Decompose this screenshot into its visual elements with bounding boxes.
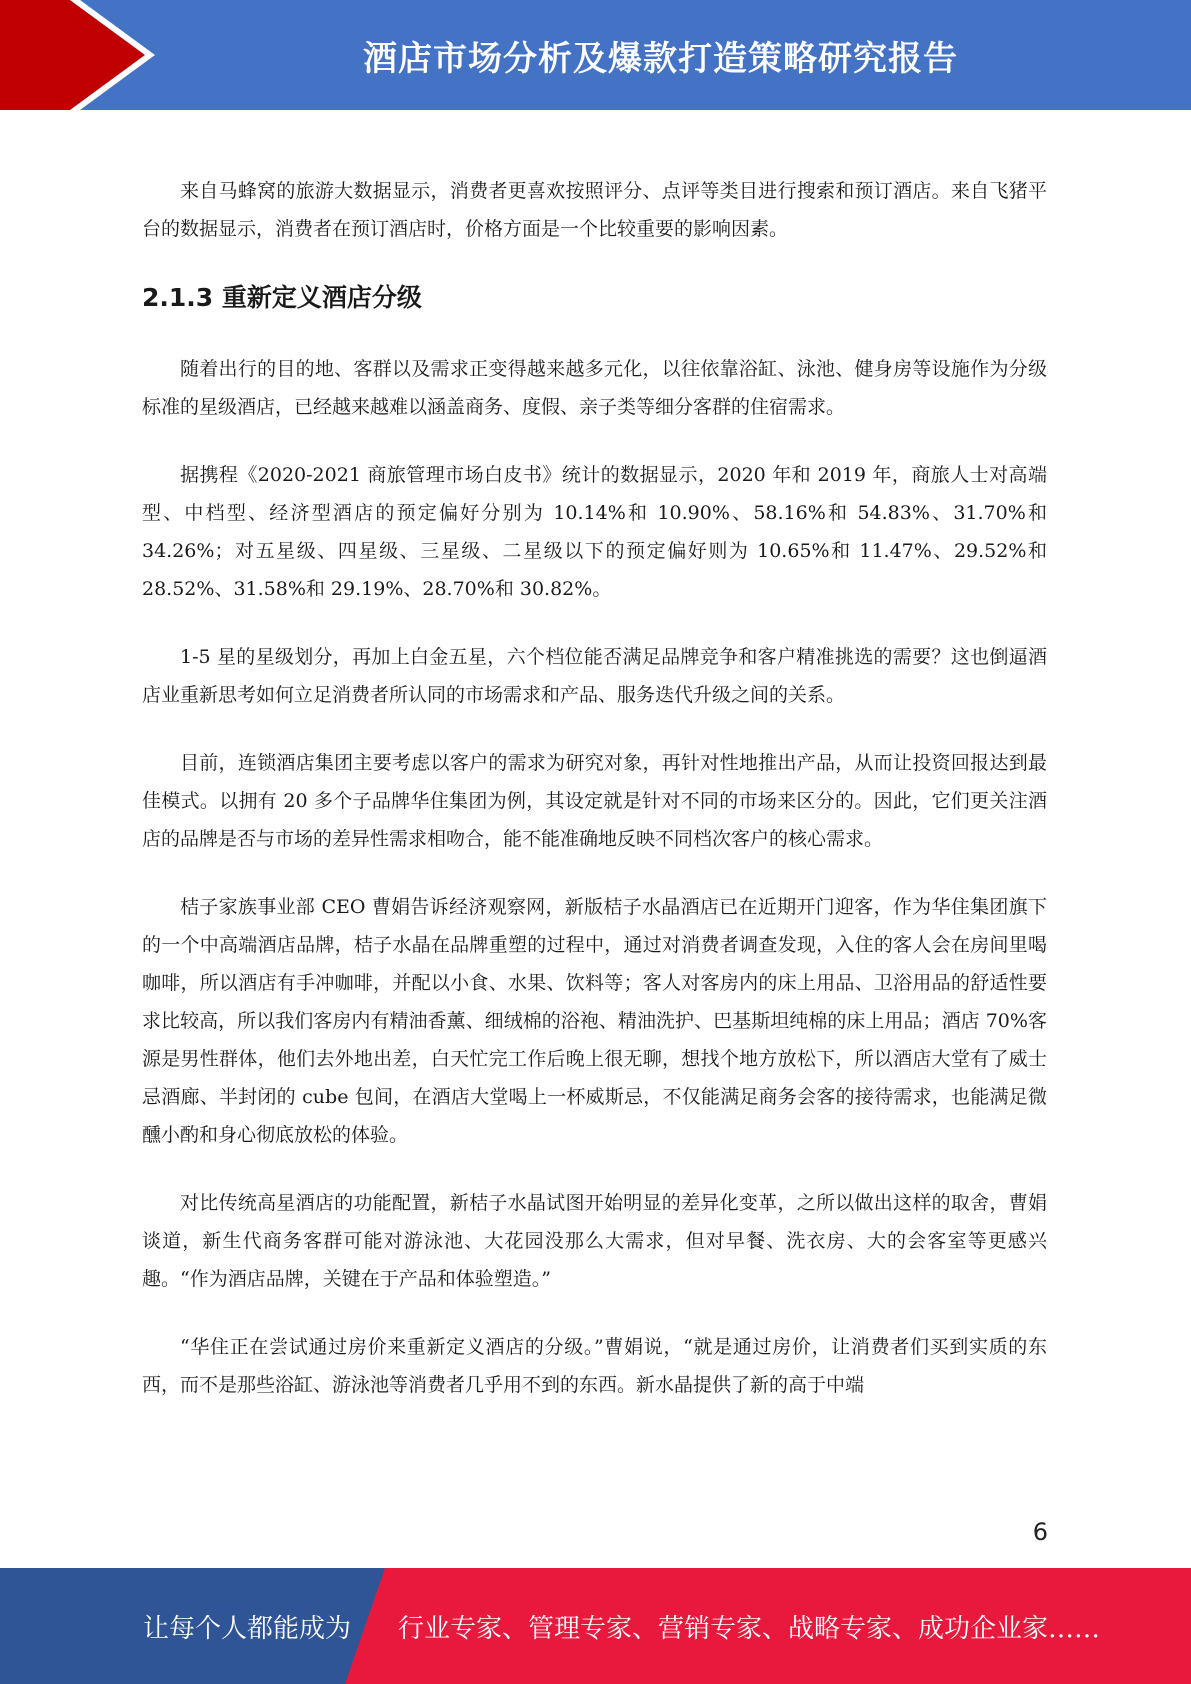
footer-slogan-right: 行业专家、管理专家、营销专家、战略专家、成功企业家…… — [398, 1613, 1101, 1644]
page-content — [142, 172, 1047, 1434]
page-number: 6 — [1032, 1518, 1048, 1546]
footer-band — [0, 1568, 1191, 1684]
footer-slogan-left: 让每个人都能成为 — [143, 1613, 352, 1644]
header-chevron-decoration — [0, 0, 160, 110]
document-title: 酒店市场分析及爆款打造策略研究报告 — [363, 38, 958, 79]
paragraph-2: 随着出行的目的地、客群以及需求正变得越来越多元化，以往依靠浴缸、泳池、健身房等设施作为分级标准的星级酒店，已经越来越难以涵盖商务、度假、亲子类等细分客群的住宿需求。 — [142, 358, 1047, 418]
paragraph-3: 据携程《2020-2021 商旅管理市场白皮书》统计的数据显示，2020 年和 2019 年，商旅人士对高端型、中档型、经济型酒店的预定偏好分别为 10.14%和 10.90%、58.16%和 54.83%、31.70%和 34.26%；对五星级、四星级、三星级、二星级以下的预定偏好则为 10.65%和 11.47%、29.52%和 28.52%、31.58%和 29.19%、28.70%和 30.82%。 — [142, 464, 1047, 600]
paragraph-1: 来自马蜂窝的旅游大数据显示，消费者更喜欢按照评分、点评等类目进行搜索和预订酒店。来自飞猪平台的数据显示，消费者在预订酒店时，价格方面是一个比较重要的影响因素。 — [142, 180, 1047, 240]
header-band — [0, 0, 1191, 110]
paragraph-7: 对比传统高星酒店的功能配置，新桔子水晶试图开始明显的差异化变革，之所以做出这样的取舍，曹娟谈道，新生代商务客群可能对游泳池、大花园没那么大需求，但对早餐、洗衣房、大的会客室等更感兴趣。“作为酒店品牌，关键在于产品和体验塑造。” — [142, 1192, 1047, 1290]
paragraph-5: 目前，连锁酒店集团主要考虑以客户的需求为研究对象，再针对性地推出产品，从而让投资回报达到最佳模式。以拥有 20 多个子品牌华住集团为例，其设定就是针对不同的市场来区分的。因此，它们更关注酒店的品牌是否与市场的差异性需求相吻合，能不能准确地反映不同档次客户的核心需求。 — [142, 752, 1047, 850]
paragraph-4: 1-5 星的星级划分，再加上白金五星，六个档位能否满足品牌竞争和客户精准挑选的需要？这也倒逼酒店业重新思考如何立足消费者所认同的市场需求和产品、服务迭代升级之间的关系。 — [142, 646, 1047, 706]
section-heading: 2.1.3 重新定义酒店分级 — [142, 283, 422, 312]
paragraph-6: 桔子家族事业部 CEO 曹娟告诉经济观察网，新版桔子水晶酒店已在近期开门迎客，作为华住集团旗下的一个中高端酒店品牌，桔子水晶在品牌重塑的过程中，通过对消费者调查发现，入住的客人会在房间里喝咖啡，所以酒店有手冲咖啡，并配以小食、水果、饮料等；客人对客房内的床上用品、卫浴用品的舒适性要求比较高，所以我们客房内有精油香薰、细绒棉的浴袍、精油洗护、巴基斯坦纯棉的床上用品；酒店 70%客源是男性群体，他们去外地出差，白天忙完工作后晚上很无聊，想找个地方放松下，所以酒店大堂有了威士忌酒廊、半封闭的 cube 包间，在酒店大堂喝上一杯威斯忌，不仅能满足商务会客的接待需求，也能满足微醺小酌和身心彻底放松的体验。 — [142, 896, 1047, 1146]
paragraph-8: “华住正在尝试通过房价来重新定义酒店的分级。”曹娟说，“就是通过房价，让消费者们买到实质的东西，而不是那些浴缸、游泳池等消费者几乎用不到的东西。新水晶提供了新的高于中端 — [142, 1336, 1047, 1396]
